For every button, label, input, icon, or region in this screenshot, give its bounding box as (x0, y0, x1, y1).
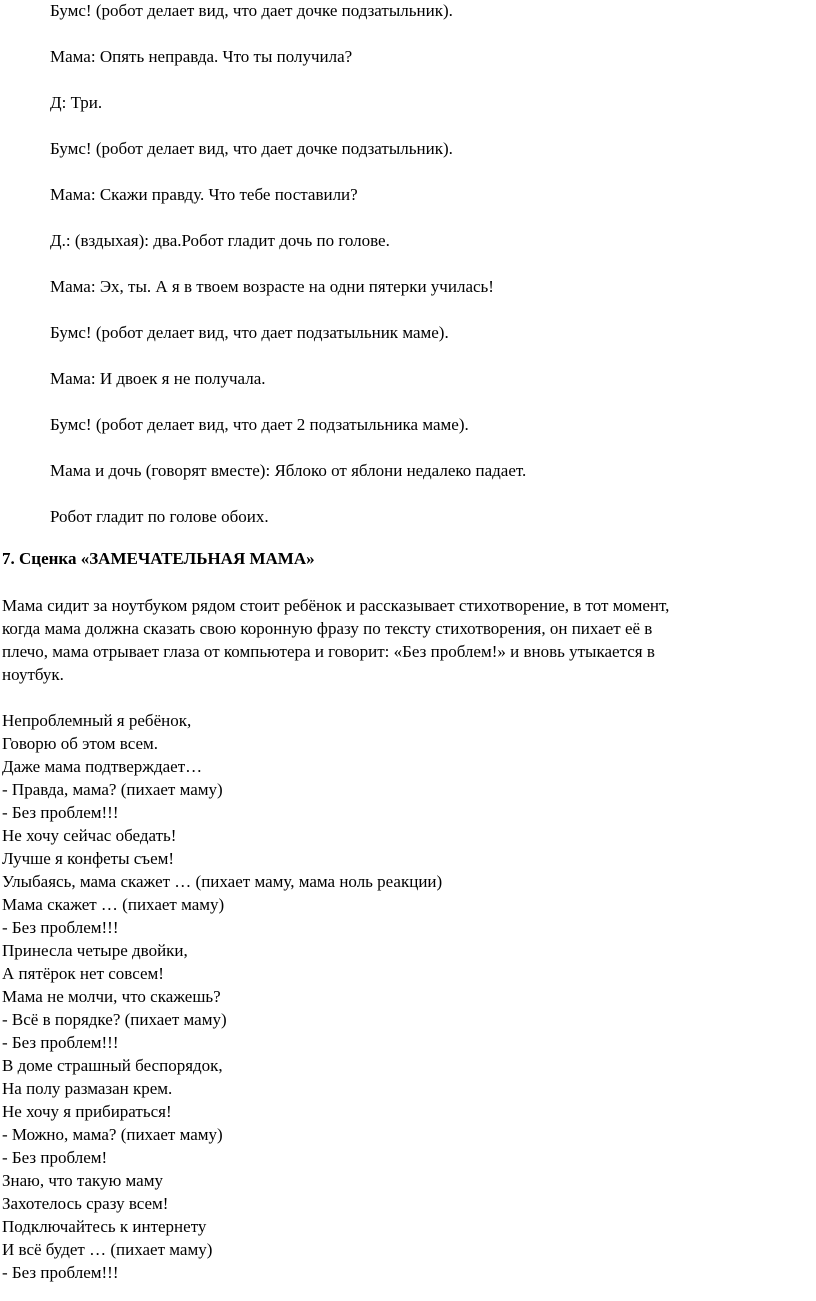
poem-line: - Можно, мама? (пихает маму) (2, 1125, 223, 1144)
dialog-line: Робот гладит по голове обоих. (50, 507, 269, 526)
intro-line: плечо, мама отрывает глаза от компьютера и говорит: «Без проблем!» и вновь утыкается в (2, 642, 655, 661)
poem-line: Даже мама подтверждает… (2, 757, 203, 776)
dialog-line: Мама: Опять неправда. Что ты получила? (50, 47, 353, 66)
section-intro (2, 594, 802, 686)
poem-line: Захотелось сразу всем! (2, 1194, 169, 1213)
poem-line: - Без проблем! (2, 1148, 108, 1167)
poem-line: Не хочу сейчас обедать! (2, 826, 177, 845)
poem-line: Мама скажет … (пихает маму) (2, 895, 225, 914)
poem-line: Улыбаясь, мама скажет … (пихает маму, мама ноль реакции) (2, 872, 443, 891)
poem-line: - Без проблем!!! (2, 1263, 119, 1282)
poem-line: - Без проблем!!! (2, 1033, 119, 1052)
poem-line: На полу размазан крем. (2, 1079, 173, 1098)
dialog-line: Мама и дочь (говорят вместе): Яблоко от яблони недалеко падает. (50, 461, 527, 480)
poem-line: Подключайтесь к интернету (2, 1217, 207, 1236)
dialog-block (50, 0, 810, 552)
poem-line: И всё будет … (пихает маму) (2, 1240, 213, 1259)
poem-line: Принесла четыре двойки, (2, 941, 188, 960)
dialog-line: Бумс! (робот делает вид, что дает дочке подзатыльник). (50, 1, 453, 20)
poem-line: Непроблемный я ребёнок, (2, 711, 192, 730)
dialog-line: Д: Три. (50, 93, 103, 112)
poem-line: - Правда, мама? (пихает маму) (2, 780, 223, 799)
poem-line: Мама не молчи, что скажешь? (2, 987, 221, 1006)
poem-line: - Всё в порядке? (пихает маму) (2, 1010, 227, 1029)
dialog-line: Д.: (вздыхая): два.Робот гладит дочь по голове. (50, 231, 390, 250)
poem-line: Говорю об этом всем. (2, 734, 159, 753)
poem-line: - Без проблем!!! (2, 803, 119, 822)
intro-line: когда мама должна сказать свою коронную фразу по тексту стихотворения, он пихает её в (2, 619, 653, 638)
dialog-line: Бумс! (робот делает вид, что дает подзатыльник маме). (50, 323, 449, 342)
poem-line: Знаю, что такую маму (2, 1171, 163, 1190)
dialog-line: Мама: И двоек я не получала. (50, 369, 266, 388)
intro-line: Мама сидит за ноутбуком рядом стоит ребёнок и рассказывает стихотворение, в тот момент, (2, 596, 670, 615)
intro-line: ноутбук. (2, 665, 64, 684)
dialog-line: Мама: Скажи правду. Что тебе поставили? (50, 185, 358, 204)
poem-line: Не хочу я прибираться! (2, 1102, 172, 1121)
dialog-line: Мама: Эх, ты. А я в твоем возрасте на одни пятерки училась! (50, 277, 494, 296)
poem-line: А пятёрок нет совсем! (2, 964, 164, 983)
section-heading: 7. Сценка «ЗАМЕЧАТЕЛЬНАЯ МАМА» (2, 549, 315, 568)
poem-line: В доме страшный беспорядок, (2, 1056, 223, 1075)
poem-line: Лучше я конфеты съем! (2, 849, 175, 868)
dialog-line: Бумс! (робот делает вид, что дает 2 подзатыльника маме). (50, 415, 469, 434)
dialog-line: Бумс! (робот делает вид, что дает дочке подзатыльник). (50, 139, 453, 158)
poem-line: - Без проблем!!! (2, 918, 119, 937)
poem-block (2, 709, 802, 1284)
